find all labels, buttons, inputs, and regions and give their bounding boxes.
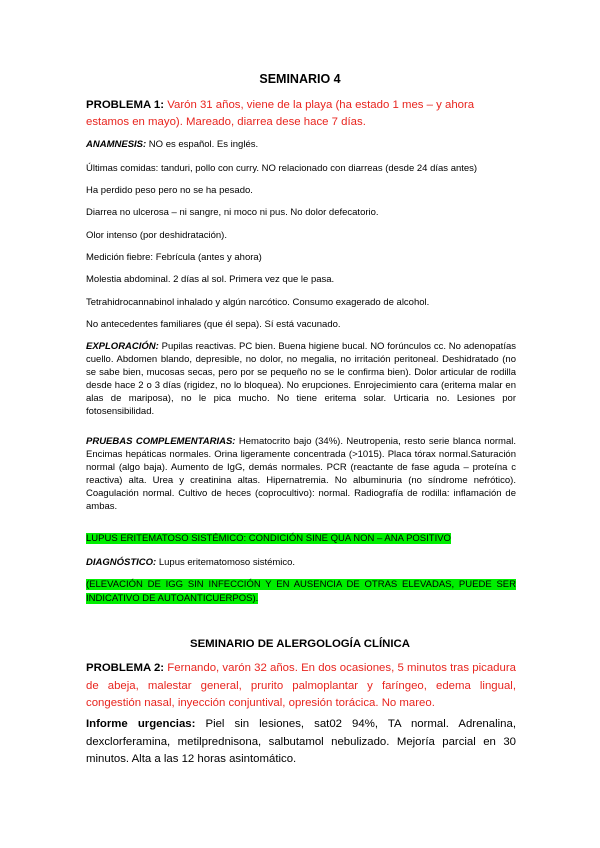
problem-2-text: Fernando, varón 32 años. En dos ocasiones, 5 minutos tras picadura de abeja, malestar general, prurito palmoplantar y faríngeo, edema lingual, congestión nasal, inyección conjuntival, opresión torácica. No mareo. [86, 662, 516, 709]
diagnostico [86, 556, 516, 569]
exploracion-label: EXPLORACIÓN: [86, 341, 159, 352]
lupus-highlight-text: LUPUS ERITEMATOSO SISTÉMICO: CONDICIÓN SINE QUA NON – ANA POSITIVO [86, 533, 451, 544]
informe-text: Piel sin lesiones, sat02 94%, TA normal. Adrenalina, dexclorferamina, metilprednisona, salbutamol nebulizado. Mejoría parcial en 30 minutos. Alta a las 12 horas asintomático. [86, 718, 516, 765]
exploracion [86, 340, 516, 418]
anamnesis-line: Olor intenso (por deshidratación). [86, 230, 227, 241]
anamnesis-text: NO es español. Es inglés. [146, 139, 259, 150]
anamnesis-label: ANAMNESIS: [86, 139, 147, 150]
problem-1-text: Varón 31 años, viene de la playa (ha estado 1 mes – y ahora estamos en mayo). Mareado, diarrea dese hace 7 días. [86, 99, 475, 128]
diagnostico-label: DIAGNÓSTICO: [86, 557, 157, 568]
pruebas-text: Hematocrito bajo (34%). Neutropenia, resto serie blanca normal. Encimas hepáticas normales. Orina ligeramente concentrada (>1015). Placa tórax normal.Saturación normal (algo baja). Aumento de IgG, demás normales. PCR (reactante de fase aguda – proteína c reactiva) alta. Urea y creatinina altas. Hipernatremia. No albuminuria (no síndrome nefrótico). Coagulación normal. Cultivo de heces (coprocultivo): normal. Radiografía de rodilla: inflamación de ambas. [86, 436, 516, 512]
lupus-highlight [86, 532, 516, 545]
anamnesis-line: No antecedentes familiares (que él sepa). Sí está vacunado. [86, 319, 341, 330]
anamnesis-line: Ha perdido peso pero no se ha pesado. [86, 185, 253, 196]
problem-2-label: PROBLEMA 2: [86, 662, 165, 674]
igg-highlight-text: (ELEVACIÓN DE IGG SIN INFECCIÓN Y EN AUSENCIA DE OTRAS ELEVADAS, PUEDE SER INDICATIVO DE AUTOANTICUERPOS). [86, 579, 516, 604]
anamnesis-line: Últimas comidas: tanduri, pollo con curry. NO relacionado con diarreas (desde 24 días antes) [86, 163, 478, 174]
diagnostico-text: Lupus eritematomoso sistémico. [156, 557, 296, 568]
anamnesis-line: Molestia abdominal. 2 días al sol. Primera vez que le pasa. [86, 274, 335, 285]
anamnesis [86, 138, 516, 151]
anamnesis-line: Diarrea no ulcerosa – ni sangre, ni moco ni pus. No dolor defecatorio. [86, 207, 379, 218]
anamnesis-line: Medición fiebre: Febrícula (antes y ahora) [86, 252, 262, 263]
pruebas-label: PRUEBAS COMPLEMENTARIAS: [86, 436, 236, 447]
igg-highlight [86, 578, 516, 605]
problem-2 [86, 660, 516, 713]
anamnesis-line: Tetrahidrocannabinol inhalado y algún narcótico. Consumo exagerado de alcohol. [86, 297, 430, 308]
informe-urgencias [86, 716, 516, 769]
problem-1-label: PROBLEMA 1: [86, 99, 165, 111]
pruebas-complementarias [86, 435, 516, 513]
informe-label: Informe urgencias: [86, 718, 196, 730]
seminar-title: SEMINARIO 4 [259, 72, 341, 86]
exploracion-text: Pupilas reactivas. PC bien. Buena higiene bucal. NO forúnculos cc. No adenopatías cuello. Abdomen blando, depresible, no dolor, no megalia, no irritación peritoneal. Deshidratado (no se sabe bien, mucosas secas, pero por se pequeño no se le confirma bien). Dolor articular de rodilla desde hace 2 o 3 días (rigidez, no lo bloquea). No erupciones. Enrojecimiento cara (eritema malar en alas de mariposa), no le pica mucho. No tiene eritema solar. Urticaria no. Lesiones por fotosensibilidad. [86, 341, 516, 417]
problem-1 [86, 97, 516, 131]
alergologia-title: SEMINARIO DE ALERGOLOGÍA CLÍNICA [189, 638, 410, 650]
